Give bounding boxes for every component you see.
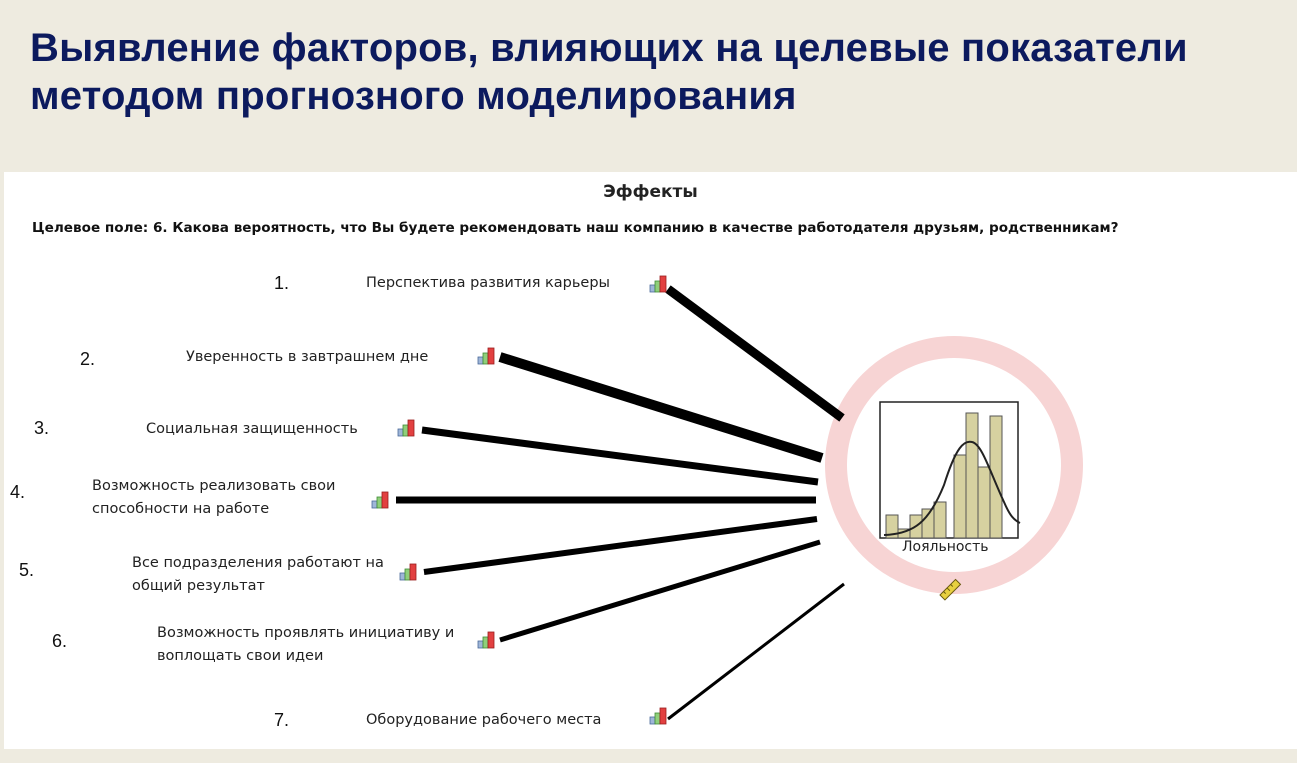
connector-line-1 xyxy=(668,289,842,418)
bar-chart-icon[interactable] xyxy=(650,276,666,292)
bar-chart-icon[interactable] xyxy=(400,564,416,580)
effects-title: Эффекты xyxy=(603,182,698,202)
factor-label-1[interactable]: Перспектива развития карьеры xyxy=(366,275,611,291)
connector-line-7 xyxy=(668,584,844,719)
bar-chart-icon[interactable] xyxy=(398,420,414,436)
factor-label-7[interactable]: Оборудование рабочего места xyxy=(366,712,602,728)
factor-number-4: 4. xyxy=(10,482,26,502)
factor-label-5[interactable]: Все подразделения работают на общий результат xyxy=(132,555,384,594)
target-node-label: Лояльность xyxy=(902,539,989,555)
slide-title: Выявление факторов, влияющих на целевые показатели методом прогнозного моделирования xyxy=(30,26,1188,118)
effects-panel xyxy=(4,172,1297,749)
factor-number-3: 3. xyxy=(34,418,50,438)
bar-chart-icon[interactable] xyxy=(650,708,666,724)
factor-number-1: 1. xyxy=(274,273,290,293)
factor-label-3[interactable]: Социальная защищенность xyxy=(146,421,358,437)
factor-number-7: 7. xyxy=(274,710,290,730)
connector-line-5 xyxy=(424,519,817,572)
target-histogram[interactable] xyxy=(880,402,1020,538)
factor-number-5: 5. xyxy=(19,560,35,580)
bar-chart-icon[interactable] xyxy=(478,348,494,364)
target-field-label: Целевое поле: 6. Какова вероятность, что Вы будете рекомендовать наш компанию в качестве работодателя друзьям, родственникам? xyxy=(32,220,1119,236)
factor-label-6[interactable]: Возможность проявлять инициативу и воплощать свои идеи xyxy=(157,625,455,664)
factor-label-2[interactable]: Уверенность в завтрашнем дне xyxy=(186,349,429,365)
factor-label-4[interactable]: Возможность реализовать свои способности на работе xyxy=(92,478,336,517)
factor-number-6: 6. xyxy=(52,631,68,651)
factor-number-2: 2. xyxy=(80,349,96,369)
